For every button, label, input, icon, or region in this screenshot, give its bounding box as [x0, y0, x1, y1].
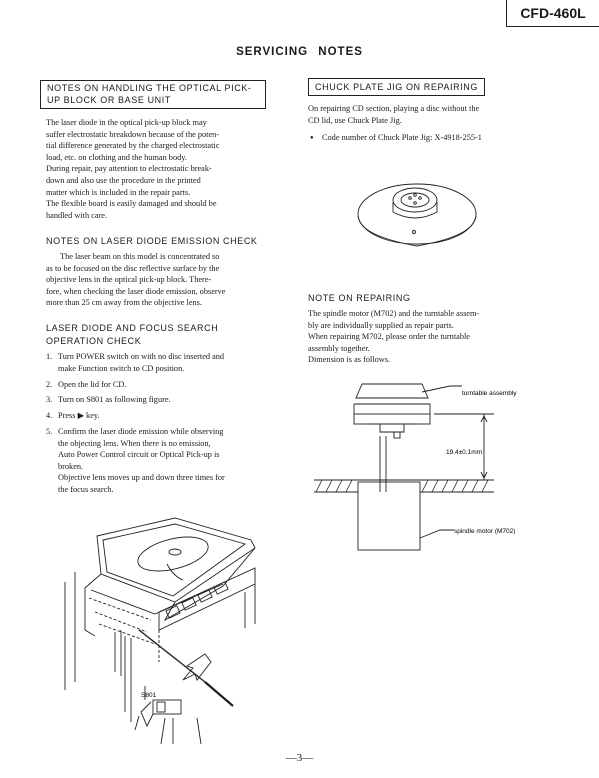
page-title: SERVICING NOTES — [236, 46, 363, 58]
s801-figure — [55, 512, 270, 744]
model-number: CFD-460L — [506, 0, 599, 27]
text-line: assembly together. — [308, 343, 370, 353]
chuck-code: ● Code number of Chuck Plate Jig: X-4918-255-1 — [322, 132, 482, 144]
text-line: load, etc. on clothing and the human body. — [46, 152, 187, 162]
step-line: Objective lens moves up and down three times for — [58, 473, 225, 483]
step-5 — [46, 426, 268, 498]
text-line: When repairing M702, please order the turntable — [308, 332, 470, 342]
step-line: make Function switch to CD position. — [58, 363, 185, 373]
step-line: Confirm the laser diode emission while observing — [58, 427, 224, 436]
step-number: 2. — [46, 380, 53, 389]
text-line: The flexible board is easily damaged and should be — [46, 199, 217, 209]
repair-text — [308, 308, 530, 366]
step-3 — [46, 394, 268, 406]
focus-heading-line1: LASER DIODE AND FOCUS SEARCH — [46, 323, 219, 333]
step-line: broken. — [58, 461, 84, 471]
handling-title-line1: NOTES ON HANDLING THE OPTICAL PICK- — [47, 83, 252, 93]
text-line: down and also use the procedure in the printed — [46, 175, 201, 185]
chuck-plate-jig-figure — [356, 176, 478, 254]
handling-text — [46, 117, 264, 221]
s801-label: S801 — [141, 692, 157, 699]
step-2 — [46, 379, 268, 391]
text-line: The laser diode in the optical pick-up block may — [46, 118, 207, 127]
repair-heading: NOTE ON REPAIRING — [308, 293, 411, 303]
text-line: more than 25 cm away from the objective lens. — [46, 298, 202, 308]
text-line: bly are individually supplied as repair parts. — [308, 320, 454, 330]
text-line: CD lid, use Chuck Plate Jig. — [308, 115, 402, 125]
focus-heading — [46, 322, 218, 348]
step-line: Turn on S801 as following figure. — [58, 395, 171, 404]
handling-title-line2: UP BLOCK OR BASE UNIT — [47, 95, 171, 105]
text-line: Dimension is as follows. — [308, 355, 391, 365]
text-line: objective lens in the optical pick-up block. There- — [46, 275, 212, 285]
text-line: The spindle motor (M702) and the turntable assem- — [308, 309, 480, 318]
step-number: 3. — [46, 395, 53, 404]
text-line: matter which is included in the repair parts. — [46, 187, 191, 197]
step-number: 1. — [46, 352, 53, 361]
step-number: 4. — [46, 411, 53, 420]
chuck-box-title: CHUCK PLATE JIG ON REPAIRING — [308, 78, 485, 96]
focus-heading-line2: OPERATION CHECK — [46, 336, 142, 346]
text-line: handled with care. — [46, 210, 108, 220]
emission-heading: NOTES ON LASER DIODE EMISSION CHECK — [46, 236, 258, 246]
step-4 — [46, 410, 268, 422]
text-line: tial difference generated by the charged electrostatic — [46, 141, 220, 151]
dimension-label: 19.4±0.1mm — [445, 449, 483, 456]
step-line: the objecting lens. When there is no emission, — [58, 438, 211, 448]
emission-text — [46, 251, 264, 309]
turntable-label: turntable assembly — [462, 390, 517, 397]
step-line: Turn POWER switch on with no disc inserted and — [58, 352, 225, 361]
step-1 — [46, 351, 268, 375]
text-line: suffer electrostatic breakdown because of the poten- — [46, 129, 220, 139]
page-number: —3— — [285, 752, 314, 764]
text-line: On repairing CD section, playing a disc without the — [308, 104, 480, 113]
spindle-motor-figure — [304, 378, 534, 558]
text-line: as to be focused on the disc reflective surface by the — [46, 263, 220, 273]
spindle-label: spindle motor (M702) — [454, 528, 516, 535]
step-line: Press ▶ key. — [58, 411, 100, 420]
step-line: the focus search. — [58, 484, 114, 494]
step-line: Auto Power Control circuit or Optical Pick-up is — [58, 450, 220, 460]
text-line: During repair, pay attention to electrostatic break- — [46, 164, 212, 174]
chuck-text — [308, 103, 530, 126]
step-number: 5. — [46, 427, 53, 436]
step-line: Open the lid for CD. — [58, 380, 127, 389]
text-line: fore, when checking the laser diode emission, observe — [46, 286, 226, 296]
text-line: The laser beam on this model is concentrated so — [60, 252, 220, 261]
handling-box-title — [40, 80, 266, 109]
